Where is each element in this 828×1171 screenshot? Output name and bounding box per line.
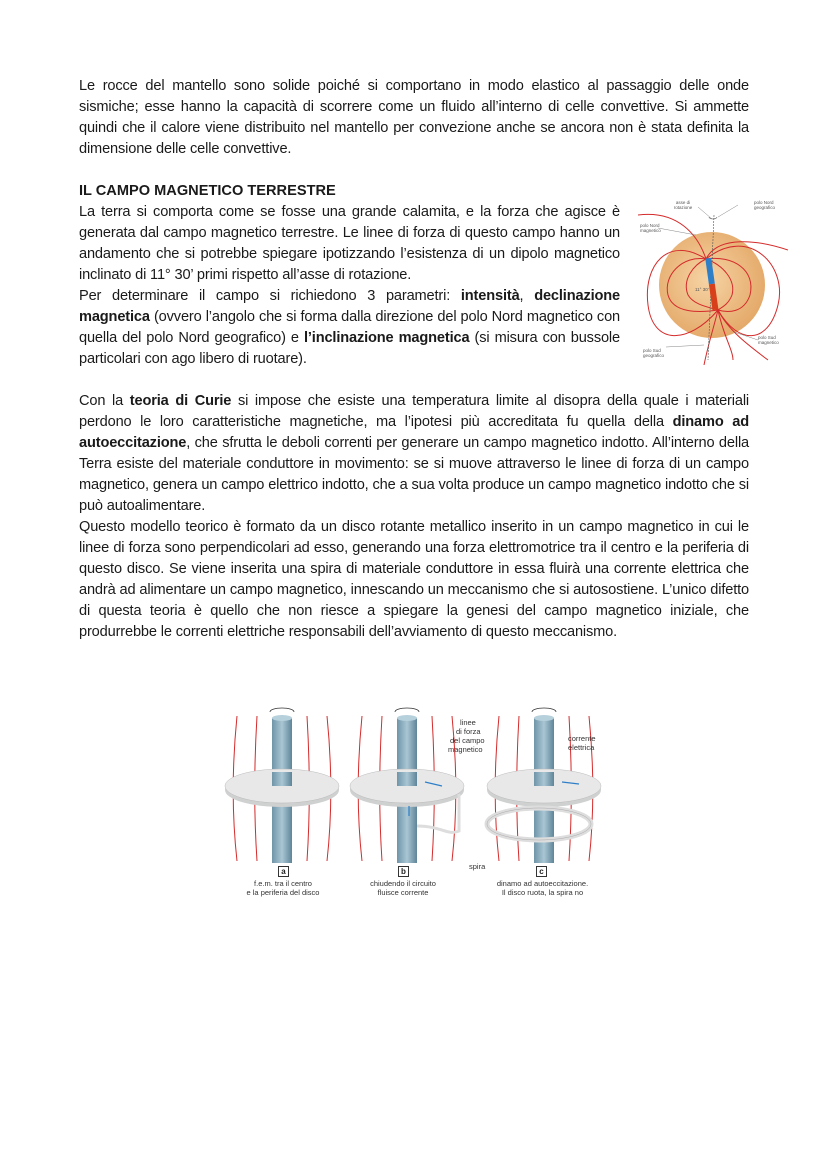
paragraph-mantle: Le rocce del mantello sono solide poiché si comportano in modo elastico al passaggio delle onde sismiche; esse hanno la capacità di scorrere come un fluido all’interno di celle convettive. Si ammette quindi che il calore viene distribuito nel mantello per convezione anche se ancora non è stata definita la dimensione delle celle convettive. — [79, 78, 749, 157]
label-south-magnetic: polo Sud magnetico — [758, 335, 779, 345]
text: (si misura con bussole particolari con ago libero di ruotare). — [79, 330, 620, 367]
bold-term-intensity: intensità — [460, 288, 520, 304]
label-south-geographic: polo Sud geografico — [643, 348, 665, 358]
text: Con la — [79, 393, 130, 409]
section-heading: IL CAMPO MAGNETICO TERRESTRE — [79, 183, 336, 199]
caption-a-line1: f.e.m. tra il centro — [254, 879, 312, 888]
dynamo-illustration — [222, 706, 622, 866]
text: , — [519, 288, 535, 304]
annotation-current-2: elettrica — [568, 743, 595, 752]
label-angle: 11° 30’ — [695, 287, 709, 292]
paragraph-magnetic-field: La terra si comporta come se fosse una grande calamita, e la forza che agisce è generata dal campo magnetico terrestre. Le linee di forza di questo campo hanno un andamento che si potrebbe spiegare ipotizzando l’esistenza di un dipolo magnetico inclinato di 11° 30’ primi rispetto all’asse di rotazione. — [79, 204, 620, 283]
paragraph-parameters — [79, 286, 620, 370]
panel-label-a: a — [278, 866, 289, 877]
label-north-geographic: polo Nord geografico — [754, 200, 776, 210]
panel-label-b: b — [398, 866, 409, 877]
annotation-field-lines-4: magnetico — [448, 745, 483, 754]
text: si impose che esiste una temperatura limite al disopra della quale i materiali perdono le loro caratteristiche magnetiche, ma l’ipotesi più accreditata fu quella della — [79, 393, 750, 430]
annotation-field-lines-2: di forza — [456, 727, 481, 736]
text: Per determinare il campo si richiedono 3 parametri: — [79, 288, 461, 304]
bold-term-inclination: l’inclinazione magnetica — [303, 330, 470, 346]
annotation-current-1: corrente — [568, 734, 596, 743]
panel-c — [487, 708, 601, 863]
caption-c-line1: dinamo ad autoeccitazione. — [496, 879, 589, 888]
bold-term-declination: declinazione magnetica — [79, 288, 620, 325]
bold-term-curie: teoria di Curie — [129, 393, 232, 409]
annotation-field-lines-3: del campo — [450, 736, 485, 745]
panel-label-c: c — [536, 866, 547, 877]
panel-b — [350, 708, 464, 863]
caption-a-line2: e la periferia del disco — [246, 888, 320, 897]
caption-c-line2: Il disco ruota, la spira no — [501, 888, 584, 897]
label-north-magnetic: polo Nord magnetico — [640, 223, 661, 233]
bold-term-dynamo: dinamo ad autoeccitazione — [79, 414, 749, 451]
paragraph-curie-dynamo — [79, 391, 749, 517]
caption-b-line1: chiudendo il circuito — [370, 879, 436, 888]
panel-a — [225, 708, 339, 863]
paragraph-disk-model: Questo modello teorico è formato da un disco rotante metallico inserito in un campo magnetico in cui le linee di forza sono perpendicolari ad esso, generando una forza elettromotrice tra il centro e la periferia di questo disco. Se viene inserita una spira di materiale conduttore in essa fluirà una corrente elettrica che andrà ad alimentare un campo magnetico, innescando un meccanismo che si autosostiene. L’unico difetto di questa teoria è quello che non riesce a spiegare la genesi del campo magnetico iniziale, che produrrebbe le correnti elettriche responsabili dell’avviamento di questo meccanismo. — [79, 519, 749, 640]
text: (ovvero l’angolo che si forma dalla direzione del polo Nord magnetico con quella del polo Nord geografico) e — [79, 309, 620, 346]
annotation-field-lines-1: linee — [460, 718, 476, 727]
earth-magnetic-field-figure — [638, 195, 788, 365]
annotation-coil: spira — [469, 862, 486, 871]
label-rotation-axis: asse di rotazione — [673, 200, 693, 210]
text: , che sfrutta le deboli correnti per generare un campo magnetico indotto. All’interno della Terra esiste del materiale conduttore in movimento: se si muove attraverso le linee di forza di un campo magnetico, genera un campo elettrico indotto, che a sua volta produce un campo magnetico indotto che si può autoalimentare. — [79, 435, 749, 514]
caption-b-line2: fluisce corrente — [377, 888, 429, 897]
dynamo-figure — [222, 706, 622, 906]
